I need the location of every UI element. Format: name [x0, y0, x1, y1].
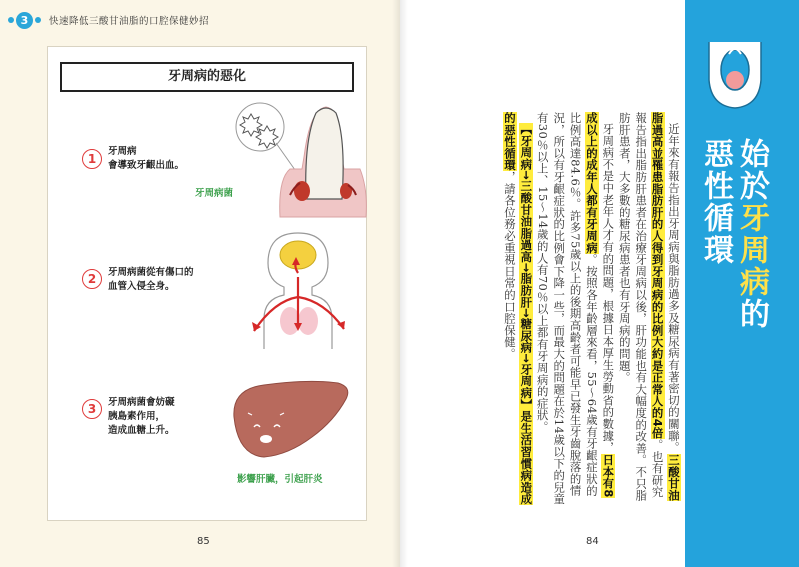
dot-icon [8, 17, 14, 23]
text-run: 。按照各年齡層來看，55～64歲有牙齦症狀的比例高達84.6％。許多75歲以上的後期高齡者可能早已發生牙齒脫落的情況，所以有牙齦症狀的比例會下降一些，而最大的問題在於14歲以下的兒童有30％以上、15～14歲的人有70％以上都有牙周病的症狀。 [535, 112, 599, 505]
step-1-line-1: 牙周病 [108, 146, 137, 157]
section-heading-line-2: 惡性循環 [698, 138, 733, 266]
step-number-1: 1 [82, 149, 102, 169]
chapter-title: 快速降低三酸甘油脂的口腔保健妙招 [49, 16, 210, 27]
step-1-line-2: 會導致牙齦出血。 [108, 160, 185, 171]
paragraph-3 [502, 112, 535, 507]
step-3-line-1: 牙周病菌會妨礙 [108, 397, 175, 408]
tooth-gum-illustration [218, 99, 368, 219]
highlight-text: 三酸甘油脂過高並罹患脂肪肝的人得到牙周病的比例大約是正常人的4倍 [650, 112, 681, 501]
paragraph-1 [616, 112, 682, 507]
liver-illustration [228, 377, 352, 461]
highlight-text: 【牙周病→三酸甘油脂過高→脂肪肝→糖尿病→牙周病】是生活習慣病造成的惡性循環 [502, 112, 534, 506]
right-page [400, 0, 799, 567]
body-circulation-illustration [234, 227, 362, 349]
chapter-number-badge: 3 [16, 12, 33, 29]
step-number-2: 2 [82, 269, 102, 289]
step-2-line-1: 牙周病菌從有傷口的 [108, 267, 194, 278]
body-text [460, 112, 682, 507]
book-spine [392, 0, 408, 567]
open-mouth-icon [703, 40, 767, 110]
text-run: 。也有研究報告指出脂肪肝患者在治療牙周病以後，肝功能也有大幅度的改善。不只脂肪肝患者，大多數的糖尿病患者也有牙周病的問題。 [617, 112, 665, 502]
step-2-text [108, 266, 194, 294]
text-run: 近年來有報告指出牙周病與脂肪過多及糖尿病有著密切的關聯。 [667, 123, 681, 454]
figure-panel [47, 46, 367, 521]
heading-highlight: 牙周病 [734, 202, 769, 298]
page-number: 85 [197, 536, 210, 547]
highlight-text: 日本有8成以上的成年人都有牙周病 [584, 112, 616, 498]
heading-part: 始於 [734, 138, 769, 202]
text-run: 牙周病不是中老年人才有的問題，根據日本厚生勞動省的數據， [601, 123, 616, 454]
step-1-text [108, 145, 184, 173]
step-3-line-2: 胰島素作用， [108, 411, 166, 422]
step-3-line-3: 造成血糖上升。 [108, 425, 175, 436]
chapter-header [8, 10, 209, 30]
liver-label: 影響肝臟，引起肝炎 [237, 474, 323, 485]
step-number-3: 3 [82, 399, 102, 419]
bacteria-label: 牙周病菌 [195, 188, 234, 199]
section-heading-line-1 [734, 138, 768, 330]
heading-part: 的 [734, 298, 769, 330]
step-2-line-2: 血管入侵全身。 [108, 281, 175, 292]
paragraph-2 [534, 112, 616, 507]
text-run: ，請各位務必重視日常的口腔保健。 [502, 171, 517, 360]
step-3-text [108, 396, 175, 438]
page-number: 84 [586, 536, 599, 547]
figure-title: 牙周病的惡化 [60, 62, 354, 92]
dot-icon [35, 17, 41, 23]
